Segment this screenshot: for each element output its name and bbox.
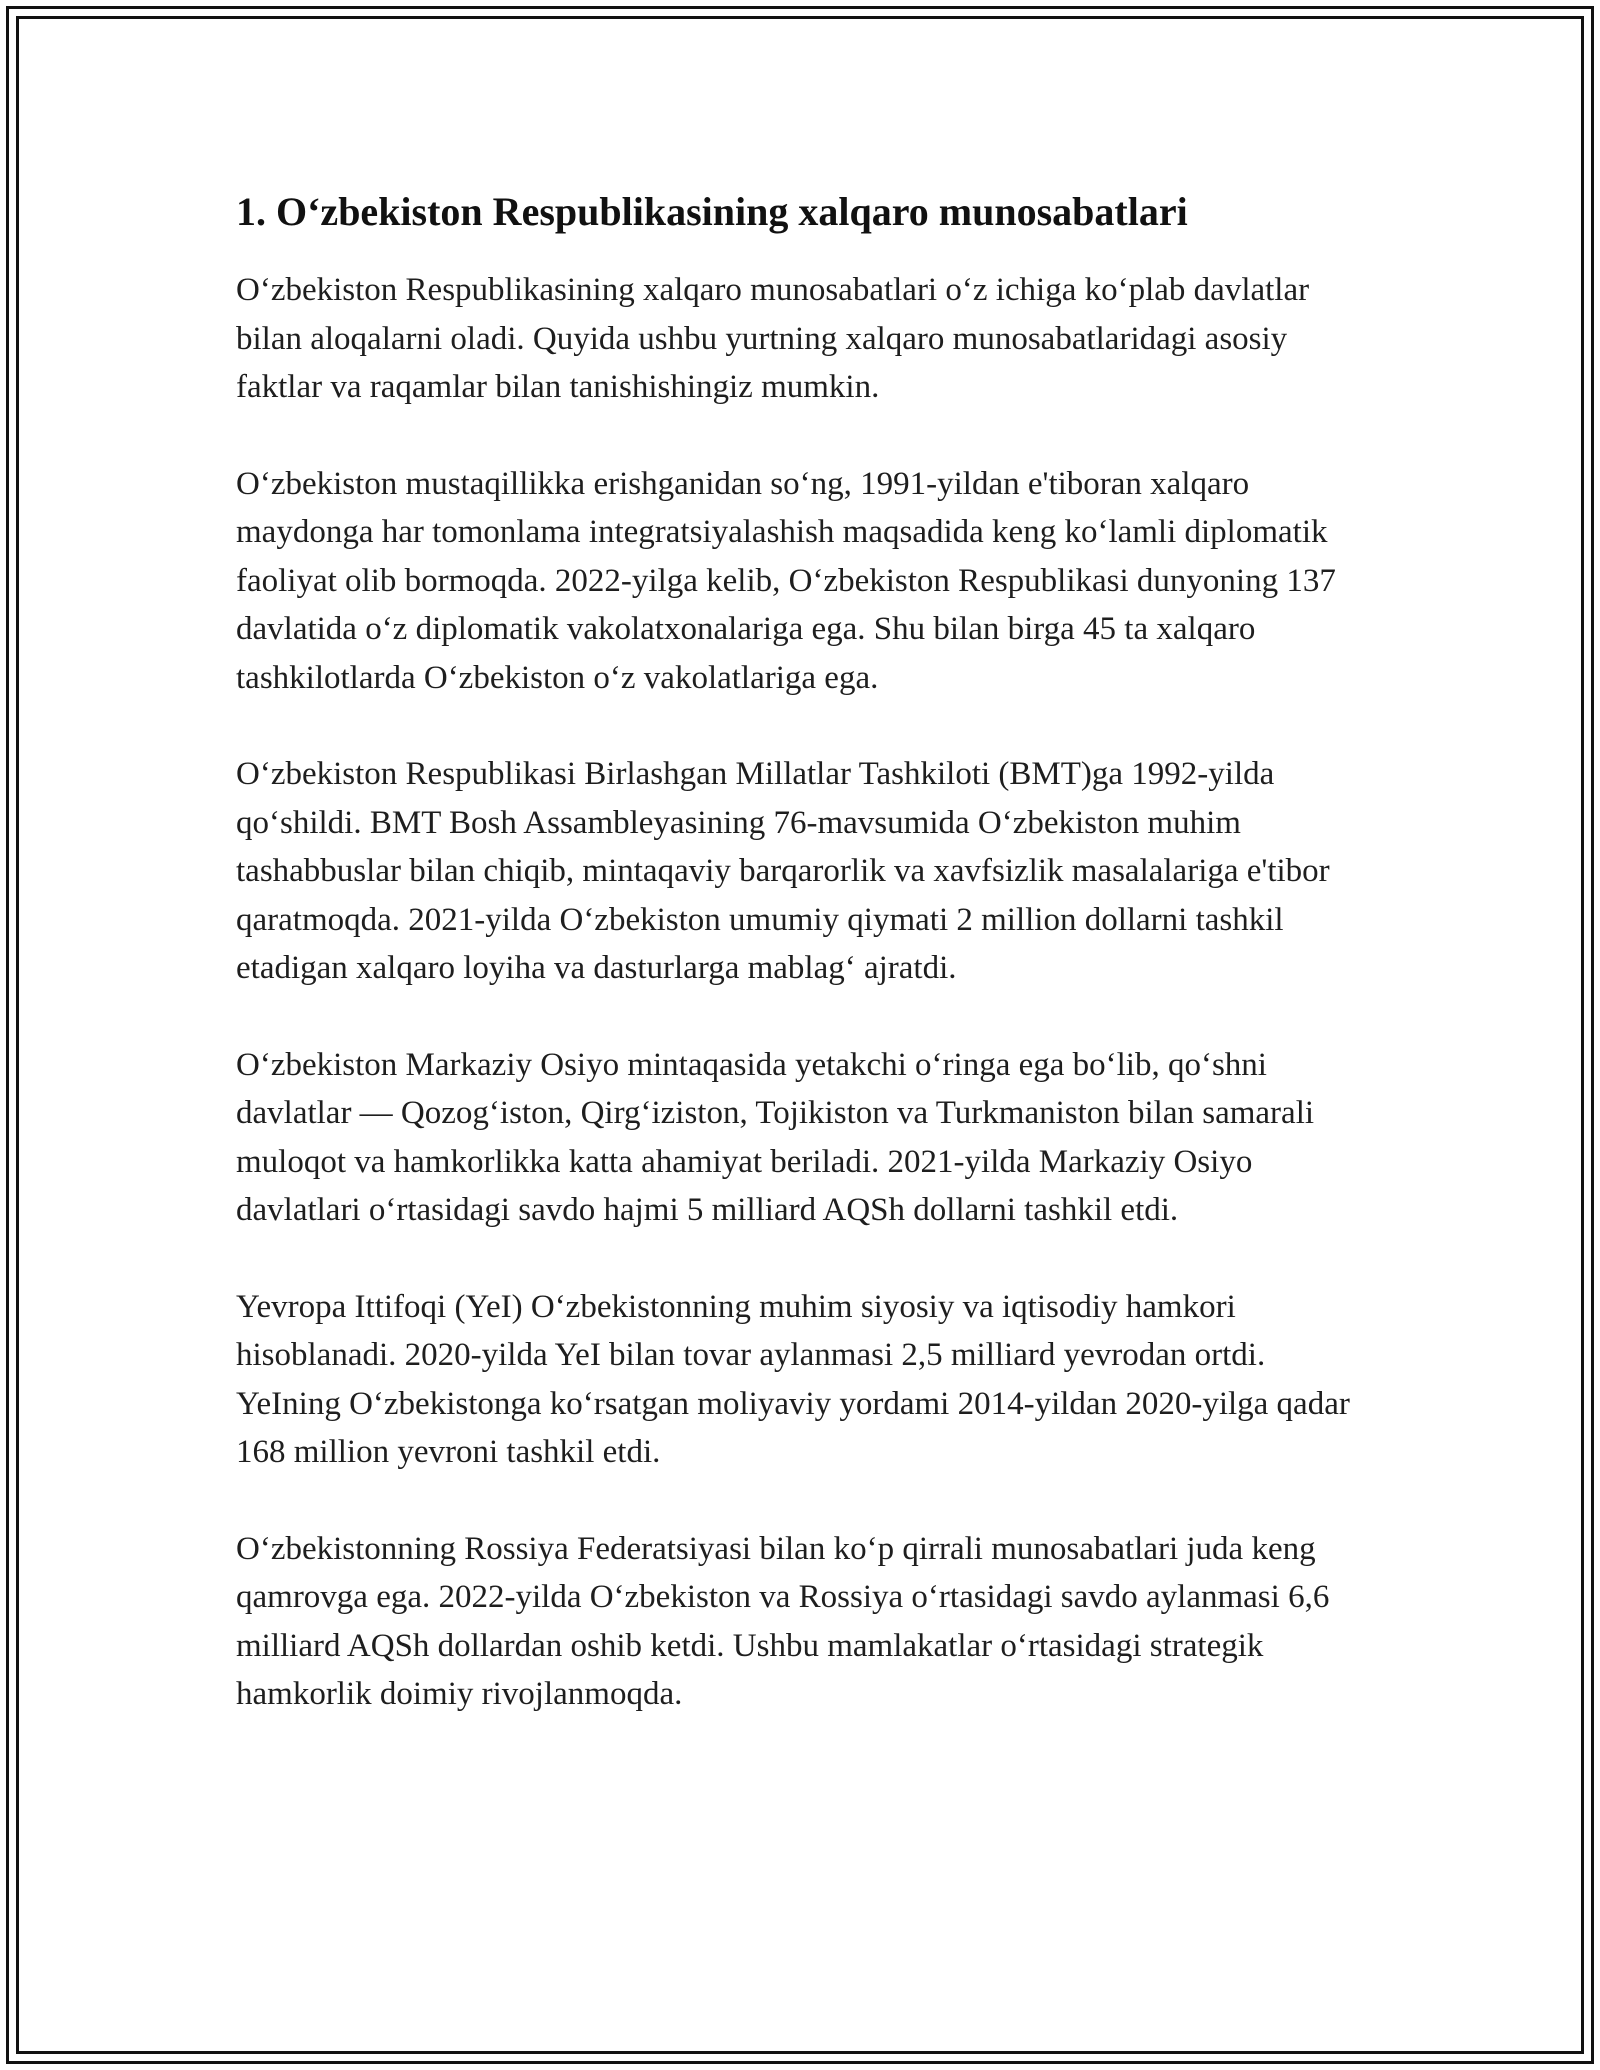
paragraph-diplomacy: O‘zbekiston mustaqillikka erishganidan so‘ng, 1991-yildan e'tiboran xalqaro maydonga har tomonlama integratsiyalashish maqsadida keng ko‘lamli diplomatik faoliyat olib bormoqda. 2022-yilga kelib, O‘zbekiston Respublikasi dunyoning 137 davlatida o‘z diplomatik vakolatxonalariga ega. Shu bilan birga 45 ta xalqaro tashkilotlarda O‘zbekiston o‘z vakolatlariga ega. bbox=[236, 465, 1336, 696]
paragraph-russia: O‘zbekistonning Rossiya Federatsiyasi bilan ko‘p qirrali munosabatlari juda keng qamrovga ega. 2022-yilda O‘zbekiston va Rossiya o‘rtasidagi savdo aylanmasi 6,6 milliard AQSh dollardan oshib ketdi. Ushbu mamlakatlar o‘rtasidagi strategik hamkorlik doimiy rivojlanmoqda. bbox=[236, 1530, 1330, 1712]
paragraph-central-asia: O‘zbekiston Markaziy Osiyo mintaqasida yetakchi o‘ringa ega bo‘lib, qo‘shni davlatlar — Qozog‘iston, Qirg‘iziston, Tojikiston va Turkmaniston bilan samarali muloqot va hamkorlikka katta ahamiyat beriladi. 2021-yilda Markaziy Osiyo davlatlari o‘rtasidagi savdo hajmi 5 milliard AQSh dollarni tashkil etdi. bbox=[236, 1046, 1315, 1228]
section-title: 1. O‘zbekiston Respublikasining xalqaro munosabatlari bbox=[236, 189, 1188, 234]
paragraph-un: O‘zbekiston Respublikasi Birlashgan Millatlar Tashkiloti (BMT)ga 1992-yilda qo‘shildi. BMT Bosh Assambleyasining 76-mavsumida O‘zbekiston muhim tashabbuslar bilan chiqib, mintaqaviy barqarorlik va xavfsizlik masalalariga e'tibor qaratmoqda. 2021-yilda O‘zbekiston umumiy qiymati 2 million dollarni tashkil etadigan xalqaro loyiha va dasturlarga mablag‘ ajratdi. bbox=[236, 756, 1330, 986]
document-body bbox=[236, 186, 1366, 1767]
paragraph-intro: O‘zbekiston Respublikasining xalqaro munosabatlari o‘z ichiga ko‘plab davlatlar bilan aloqalarni oladi. Quyida ushbu yurtning xalqaro munosabatlaridagi asosiy faktlar va raqamlar bilan tanishishingiz mumkin. bbox=[236, 272, 1310, 405]
paragraph-eu: Yevropa Ittifoqi (YeI) O‘zbekistonning muhim siyosiy va iqtisodiy hamkori hisoblanadi. 2020-yilda YeI bilan tovar aylanmasi 2,5 milliard yevrodan ortdi. YeIning O‘zbekistonga ko‘rsatgan moliyaviy yordami 2014-yildan 2020-yilga qadar 168 million yevroni tashkil etdi. bbox=[236, 1288, 1350, 1470]
